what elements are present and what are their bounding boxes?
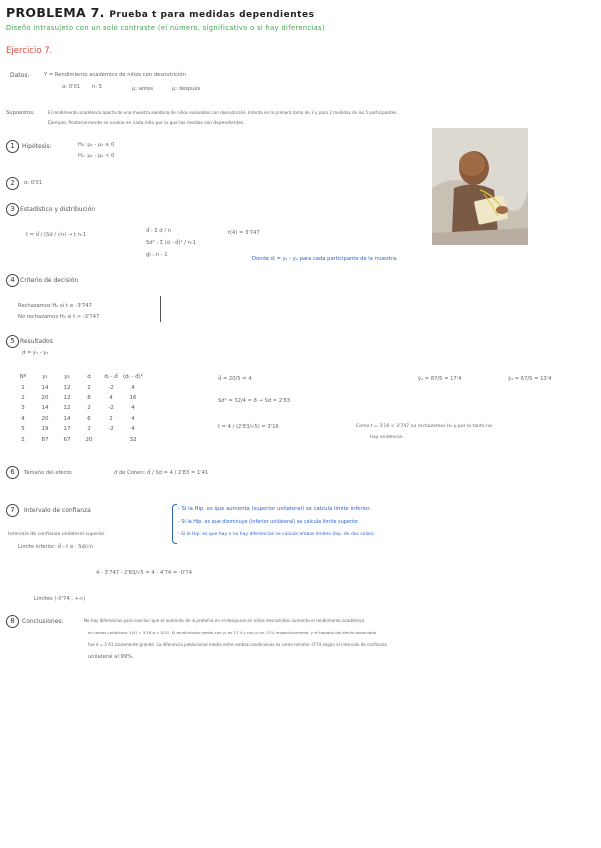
table-row-cell: 3	[21, 405, 25, 412]
t-calc: t = 4 / (2'83/√5) = 3'16	[218, 424, 279, 430]
step-6-label: Tamaño del efecto	[24, 470, 72, 476]
table-row	[12, 424, 144, 434]
table-row-cell: 12	[63, 384, 71, 391]
results-conclusion-1: Como t = 3'16 < 3'747 no rechazamos H₀ y por lo tanto no	[356, 424, 492, 429]
table-row-cell: 4	[109, 394, 113, 401]
step-6-number: 6	[6, 466, 19, 479]
table-header-row	[12, 372, 144, 382]
dbar-calc: d̄ = 20/5 = 4	[218, 376, 252, 382]
child-photo	[432, 128, 528, 245]
ybar1-calc: ȳ₁ = 87/5 = 17'4	[418, 376, 462, 382]
table-row-cell: 5	[21, 426, 25, 433]
table-row-cell: 1	[21, 384, 25, 391]
table-row-cell: 2	[21, 394, 25, 401]
effect-size-formula: d de Cohen: d̄ / Sd = 4 / 2'83 = 1'41	[114, 470, 209, 476]
conclusion-line-3: fue d = 1'41 claramente grande. La diferencia poblacional media entre ambas condiciones es como mínimo -0'74 según el intervalo de confianza	[88, 642, 387, 647]
table-row-cell: 2	[87, 426, 91, 433]
table-row	[12, 382, 144, 392]
conclusion-line-1: No hay diferencias para concluir que el aumento de la proteína en el desayuno en niños desnutridos aumenta el rendimiento académico	[84, 618, 365, 623]
table-row-cell: 14	[63, 415, 71, 422]
supuestos-label: Supuestos:	[6, 110, 35, 116]
table-sum-row-cell: 32	[129, 436, 137, 443]
table-row-cell: 6	[87, 415, 91, 422]
ic-limit-formula: Límite inferior: d̄ - t α · Sd/√n	[18, 544, 94, 550]
table-sum-row-cell: 20	[85, 436, 93, 443]
results-table	[12, 372, 144, 445]
table-sum-row-cell: 87	[41, 436, 49, 443]
supuestos-line2: Ejemplo: Posteriormente se evalúa en cada niño por lo que las medias son dependientes.	[48, 121, 245, 126]
table-row-cell: 4	[131, 415, 135, 422]
step-2-alpha: α: 0'01	[24, 180, 43, 186]
step-8-label: Conclusiones:	[22, 618, 64, 625]
ic-note-lower: - Si la Hip. es que disminuye (inferior unilateral) se calcula límite superior.	[178, 519, 360, 525]
table-sum-row-cell	[100, 434, 122, 444]
table-header-row-cell: y₁	[42, 374, 48, 381]
table-row-cell: 2	[109, 415, 113, 422]
table-row-cell: 8	[87, 394, 91, 401]
step-3-cond-sd: Sd² : Σ (d - d̄)² / n-1	[146, 240, 197, 246]
table-row-cell: -2	[108, 426, 114, 433]
step-7-number: 7	[6, 504, 19, 517]
table-row-cell: 19	[41, 426, 49, 433]
step-3-critical: t(4) = 3'747	[228, 230, 260, 236]
table-sum-row-cell: 67	[63, 436, 71, 443]
table-row-cell: 2	[87, 405, 91, 412]
datos-label: Datos:	[10, 72, 30, 79]
ybar2-calc: ȳ₂ = 67/5 = 13'4	[508, 376, 552, 382]
step-3-note: Donde dᵢ = y₁ - y₂ para cada participante de la muestra.	[252, 256, 398, 262]
table-row-cell: 4	[21, 415, 25, 422]
ic-result: Límites (-0'74 , +∞)	[34, 596, 86, 602]
decision-not-reject: No rechazamos H₀ si t > -3'747	[18, 314, 100, 320]
step-4-label: Criterio de decisión	[20, 277, 79, 284]
table-header-row-cell: (dᵢ - d̄)²	[123, 374, 143, 381]
table-header-row-cell: d	[87, 374, 91, 381]
table-row-cell: 2	[87, 384, 91, 391]
table-row-cell: 4	[131, 384, 135, 391]
table-row-cell: 20	[41, 394, 49, 401]
hypothesis-h1: H₁: μ₁ - μ₂ < 0	[78, 153, 115, 159]
conclusion-line-2: en tareas cotidianas, t(4) = 3'16 p > 0'01. El rendimiento medio con y₁ es 17'4 y con y₂ es 13'4 respectivamente, y el tamaño del efecto observado	[88, 630, 377, 635]
datos-line1: Y = Rendimiento académico de niños con desnutrición	[44, 72, 186, 78]
page-title	[6, 5, 314, 20]
step-4-number: 4	[6, 274, 19, 287]
conclusion-line-4: unilateral al 99%.	[88, 654, 134, 660]
step-8-number: 8	[6, 615, 19, 628]
table-row-cell: 4	[131, 426, 135, 433]
table-row-cell: 16	[129, 394, 137, 401]
datos-despues: μ: después	[172, 86, 201, 92]
ic-note-both: - Si la Hip. es que hay o no hay diferencias se calcula ambos límites (bip. de dos colas).	[178, 532, 376, 537]
table-row-cell: 4	[131, 405, 135, 412]
exercise-label: Ejercicio 7.	[6, 46, 53, 56]
step-3-cond-dbar: d̄ : Σ d / n	[146, 228, 171, 234]
step-2-number: 2	[6, 177, 19, 190]
step-3-formula: t = d̄ / (Sd / √n) → t n-1	[26, 232, 87, 238]
decision-reject: Rechazamos H₀ si t ≤ -3'747	[18, 303, 92, 309]
problem-title: PROBLEMA 7.	[6, 5, 105, 20]
table-row	[12, 393, 144, 403]
table-row-cell: -2	[108, 384, 114, 391]
table-sum-row-cell: Σ	[21, 436, 25, 443]
datos-alpha: α: 0'01	[62, 84, 81, 90]
datos-antes: μ: antes	[132, 86, 154, 92]
step-3-cond-gl: gl : n - 1	[146, 252, 168, 258]
table-row	[12, 414, 144, 424]
child-photo-image	[432, 128, 528, 245]
table-row-cell: 20	[41, 415, 49, 422]
table-row-cell: 12	[63, 394, 71, 401]
supuestos-line1: El rendimiento académico aporta de una muestra aleatoria de niños evaluados con desnutrición. Intenta en la primera toma de 3 y para 2 medidas de los 5 participantes.	[48, 110, 398, 115]
results-conclusion-2: hay evidencia.	[370, 435, 404, 440]
step-5-label: Resultados	[20, 338, 53, 345]
step-5-number: 5	[6, 335, 19, 348]
table-row-cell: 14	[41, 384, 49, 391]
problem-subtitle: Prueba t para medidas dependientes	[109, 10, 315, 20]
decision-divider	[160, 296, 161, 322]
table-header-row-cell: y₂	[64, 374, 70, 381]
ic-type: Intervalo de confianza unilateral superior	[8, 532, 105, 537]
results-table-body	[12, 372, 144, 445]
table-row-cell: -2	[108, 405, 114, 412]
table-header-row-cell: dᵢ - d̄	[104, 374, 118, 381]
table-row	[12, 403, 144, 413]
step-7-label: Intervalo de confianza	[24, 507, 91, 514]
table-header-row-cell: Nº	[19, 374, 27, 381]
table-row-cell: 12	[63, 405, 71, 412]
table-row-cell: 14	[41, 405, 49, 412]
step-1-number: 1	[6, 140, 19, 153]
table-sum-row	[12, 434, 144, 444]
hypothesis-h0: H₀: μ₁ - μ₂ ≥ 0	[78, 142, 115, 148]
datos-n: n: 5	[92, 84, 102, 90]
step-3-number: 3	[6, 203, 19, 216]
step-5-difference: d = y₁ - y₂	[22, 350, 49, 356]
ic-note-upper: - Si la Hip. es que aumenta (superior unilateral) se calcula límite inferior.	[178, 506, 371, 512]
table-row-cell: 17	[63, 426, 71, 433]
design-subtitle: Diseño intrasujeto con un solo contraste (el número, significativo o si hay diferencias)	[6, 24, 325, 32]
ic-limit-calc: 4 - 3'747 · 2'83/√5 = 4 - 4'74 = -0'74	[96, 570, 193, 576]
ic-notes-brace	[172, 504, 177, 544]
sd-calc: Sd² = 32/4 = 8 → Sd = 2'83	[218, 398, 291, 404]
step-3-label: Estadístico y distribución	[20, 206, 96, 213]
step-1-label: Hipótesis:	[22, 143, 52, 150]
